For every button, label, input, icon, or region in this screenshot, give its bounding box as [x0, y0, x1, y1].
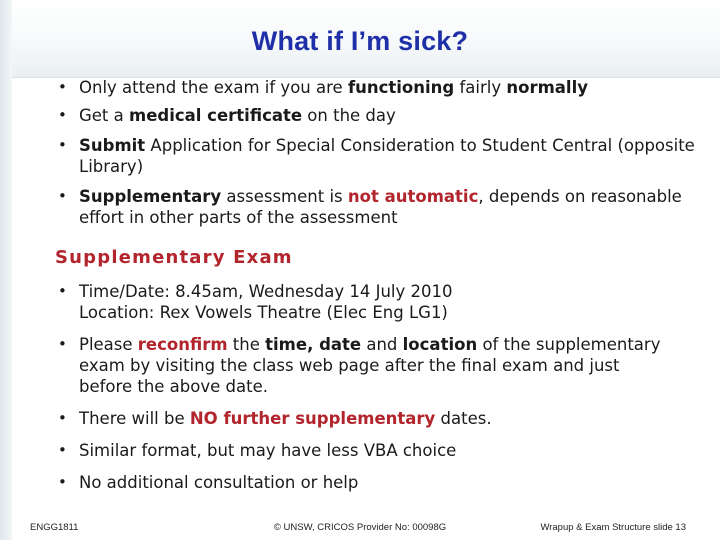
bullet-emphasis-red: NO further supplementary [189, 409, 436, 428]
bullet-no-consultation [55, 472, 675, 493]
top-bullet-list [55, 77, 695, 228]
bullet-text: Please [79, 335, 138, 354]
bullet-emphasis: time, date [265, 335, 362, 354]
bullet-emphasis: functioning [347, 78, 455, 97]
bullet-emphasis: location [402, 335, 478, 354]
bullet-text: Similar format, but may have less VBA choice [79, 441, 457, 460]
bullet-no-further-dates [55, 408, 675, 429]
bullet-submit-application [55, 135, 695, 177]
bullet-text: fairly [454, 78, 507, 97]
left-accent-bar [0, 0, 12, 540]
bullet-text: dates. [435, 409, 492, 428]
bullet-emphasis-red: not automatic [347, 187, 479, 206]
bullet-text: Location: Rex Vowels Theatre (Elec Eng LG1) [79, 303, 448, 322]
section-heading: Supplementary Exam [55, 247, 293, 268]
bullet-supplementary-assessment [55, 186, 695, 228]
bullet-text: Get a [79, 106, 130, 125]
bullet-emphasis: medical certificate [129, 106, 303, 125]
footer-copyright: © UNSW, CRICOS Provider No: 00098G [273, 522, 447, 533]
bullet-text: assessment is [221, 187, 348, 206]
bullet-medical-certificate [55, 105, 695, 126]
bullet-time-date [55, 281, 675, 323]
bullet-text: • Time/Date: 8.45am, Wednesday 14 July 2010 [79, 282, 453, 301]
footer-slide-label: Wrapup & Exam Structure slide 13 [540, 522, 686, 533]
bullet-reconfirm [55, 334, 675, 397]
bullet-text: , depends on reasonable effort in other parts of the assessment [79, 187, 682, 227]
bullet-text: There will be [79, 409, 190, 428]
bullet-similar-format [55, 440, 675, 461]
bullet-text: of the supplementary exam by visiting the class web page after the final exam and just before the above date. [79, 335, 661, 396]
bullet-text: Application for Special Consideration to Student Central (opposite Library) [79, 136, 695, 176]
bottom-bullet-list [55, 281, 675, 493]
footer-course-code: ENGG1811 [30, 522, 79, 533]
bullet-text: Only attend the exam if you are [79, 78, 348, 97]
bullet-emphasis: Supplementary [79, 187, 222, 206]
slide-title: What if I’m sick? [251, 26, 469, 56]
bullet-emphasis: Submit [79, 136, 146, 155]
bullet-emphasis-red: reconfirm [137, 335, 228, 354]
bullet-emphasis: normally [506, 78, 588, 97]
bullet-text: No additional consultation or help [79, 473, 359, 492]
bullet-text: the [227, 335, 266, 354]
bullet-text: and [361, 335, 403, 354]
bullet-text: on the day [302, 106, 396, 125]
bullet-attend-exam [55, 77, 695, 98]
